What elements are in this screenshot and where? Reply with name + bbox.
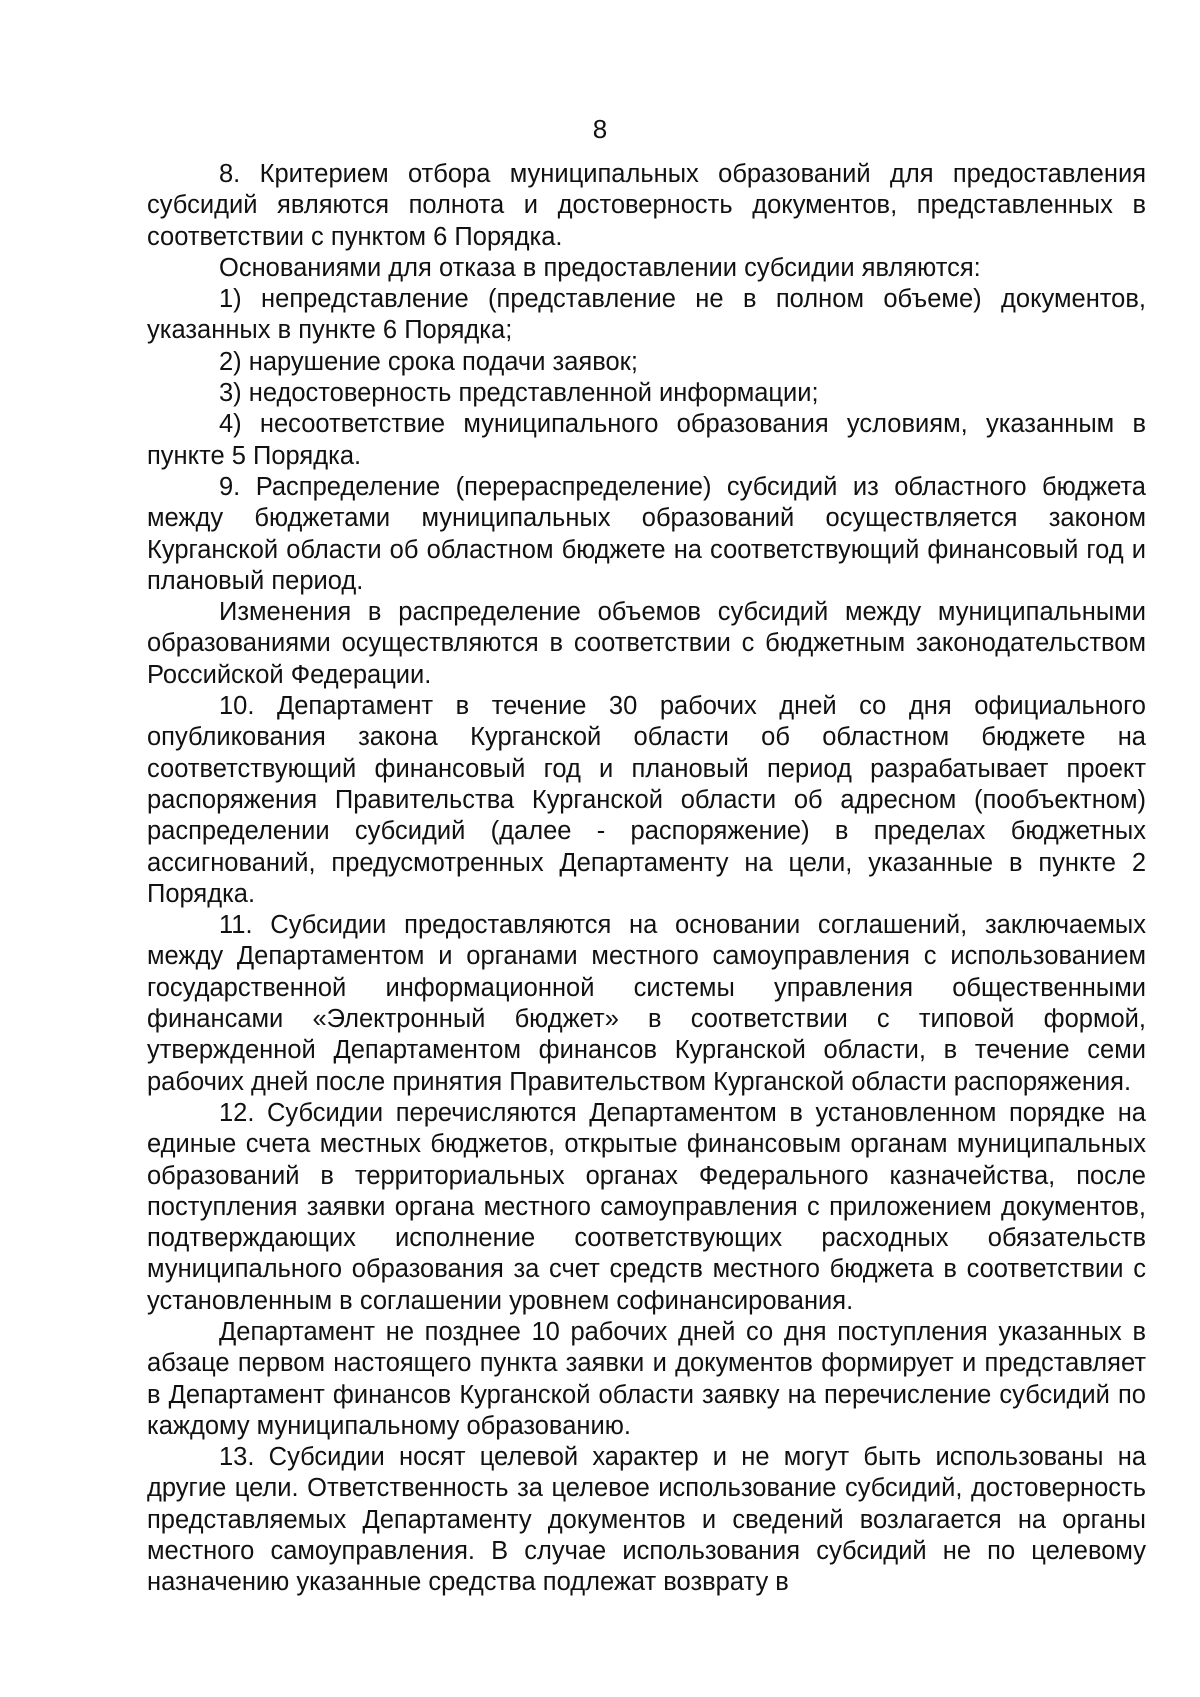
paragraph-10-department: 10. Департамент в течение 30 рабочих дней со дня официального опубликования закона Курганской области об областном бюджете на соответствующий финансовый год и плановый период разрабатывает проект распоряжения Правительства Курганской области об адресном (пообъектном) распределении субсидий (далее - распоряжение) в пределах бюджетных ассигнований, предусмотренных Департаменту на цели, указанные в пункте 2 Порядка.	[147, 692, 1146, 908]
paragraph-distribution-changes: Изменения в распределение объемов субсидий между муниципальными образованиями осуществляются в соответствии с бюджетным законодательством Российской Федерации.	[147, 598, 1146, 689]
list-item-1: 1) непредставление (представление не в полном объеме) документов, указанных в пункте 6 Порядка;	[147, 285, 1146, 345]
paragraph-9-distribution: 9. Распределение (перераспределение) субсидий из областного бюджета между бюджетами муниципальных образований осуществляется законом Курганской области об областном бюджете на соответствующий финансовый год и плановый период.	[147, 472, 1146, 595]
list-item-4: 4) несоответствие муниципального образования условиям, указанным в пункте 5 Порядка.	[147, 410, 1146, 470]
paragraph-department-request: Департамент не позднее 10 рабочих дней со дня поступления указанных в абзаце первом настоящего пункта заявки и документов формирует и представляет в Департамент финансов Курганской области заявку на перечисление субсидий по каждому муниципальному образованию.	[147, 1317, 1146, 1440]
paragraph-8-criterion: 8. Критерием отбора муниципальных образований для предоставления субсидий являются полнота и достоверность документов, представленных в соответствии с пунктом 6 Порядка.	[147, 160, 1146, 251]
document-body	[147, 159, 1146, 1599]
page-number: 8	[592, 114, 608, 144]
list-item-2: 2) нарушение срока подачи заявок;	[219, 347, 638, 376]
list-item-3: 3) недостоверность представленной информации;	[219, 379, 819, 408]
paragraph-12-transfer: 12. Субсидии перечисляются Департаментом в установленном порядке на единые счета местных бюджетов, открытые финансовым органам муниципальных образований в территориальных органах Федерального казначейства, после поступления заявки органа местного самоуправления с приложением документов, подтверждающих исполнение соответствующих расходных обязательств муниципального образования за счет средств местного бюджета в соответствии с установленным в соглашении уровнем софинансирования.	[147, 1098, 1146, 1315]
paragraph-11-agreements: 11. Субсидии предоставляются на основании соглашений, заключаемых между Департаментом и органами местного самоуправления с использованием государственной информационной системы управления общественными финансами «Электронный бюджет» в соответствии с типовой формой, утвержденной Департаментом финансов Курганской области, в течение семи рабочих дней после принятия Правительством Курганской области распоряжения.	[147, 911, 1146, 1096]
paragraph-refusal-grounds: Основаниями для отказа в предоставлении субсидии являются:	[219, 253, 981, 282]
paragraph-13-purpose: 13. Субсидии носят целевой характер и не могут быть использованы на другие цели. Ответственность за целевое использование субсидий, достоверность представляемых Департаменту документов и сведений возлагается на органы местного самоуправления. В случае использования субсидий не по целевому назначению указанные средства подлежат возврату в	[147, 1443, 1146, 1597]
